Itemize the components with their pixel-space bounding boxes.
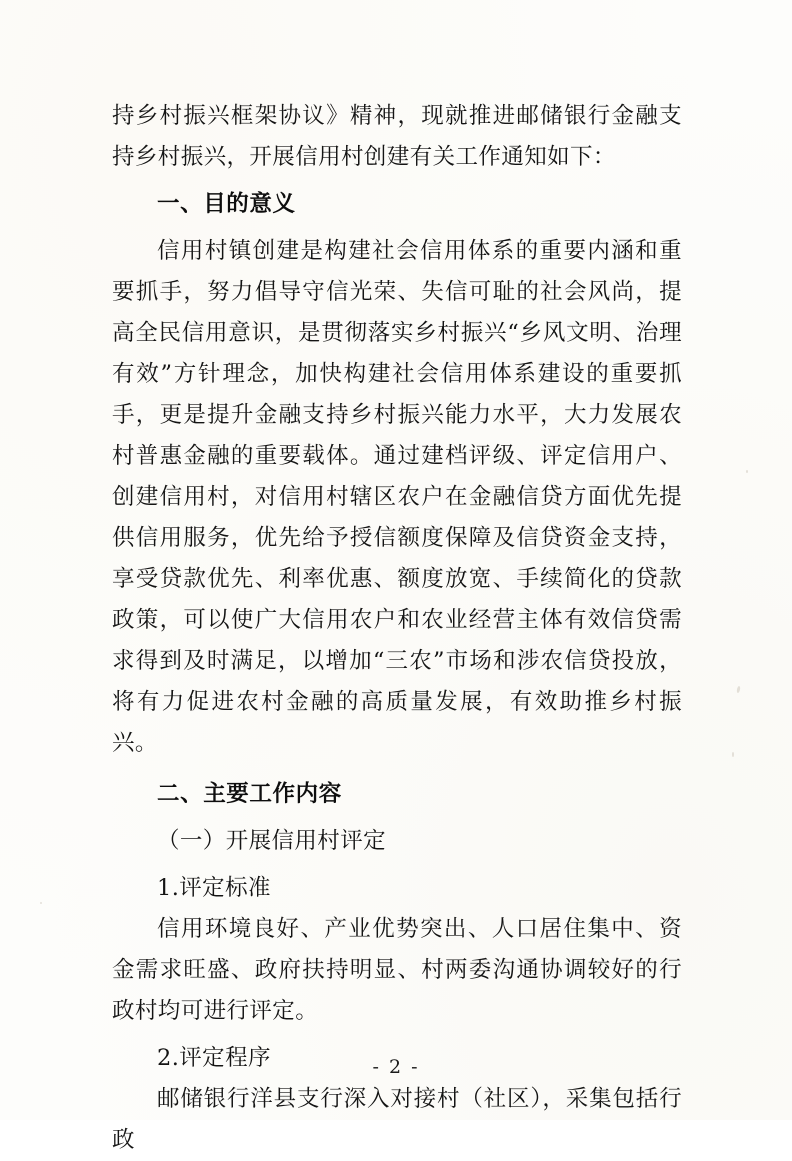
subsection-heading-evaluation: （一）开展信用村评定	[157, 828, 387, 854]
paragraph-procedure-body: 邮储银行洋县支行深入对接村（社区），采集包括行政	[112, 1086, 682, 1153]
subsection-heading-criteria: 1.评定标准	[157, 875, 271, 901]
page-number: - 2 -	[372, 1056, 420, 1078]
section-heading-purpose: 一、目的意义	[157, 191, 296, 217]
scan-speckle	[746, 470, 748, 473]
paragraph-continuation: 持乡村振兴框架协议》精神，现就推进邮储银行金融支持乡村振兴，开展信用村创建有关工作通知如下：	[112, 103, 682, 170]
paragraph-criteria-body: 信用环境良好、产业优势突出、人口居住集中、资金需求旺盛、政府扶持明显、村两委沟通协调较好的行政村均可进行评定。	[112, 916, 682, 1024]
subsection-heading-procedure: 2.评定程序	[157, 1045, 271, 1071]
scan-speckle	[732, 752, 734, 757]
paragraph-purpose-body: 信用村镇创建是构建社会信用体系的重要内涵和重要抓手，努力倡导守信光荣、失信可耻的社会风尚，提高全民信用意识，是贯彻落实乡村振兴“乡风文明、治理有效”方针理念，加快构建社会信用体系建设的重要抓手，更是提升金融支持乡村振兴能力水平，大力发展农村普惠金融的重要载体。通过建档评级、评定信用户、创建信用村，对信用村辖区农户在金融信贷方面优先提供信用服务，优先给予授信额度保障及信贷资金支持，享受贷款优先、利率优惠、额度放宽、手续简化的贷款政策，可以使广大信用农户和农业经营主体有效信贷需求得到及时满足，以增加“三农”市场和涉农信贷投放，将有力促进农村金融的高质量发展，有效助推乡村振兴。	[112, 238, 682, 756]
scan-speckle	[40, 902, 42, 904]
document-body	[112, 96, 682, 1161]
scan-speckle	[736, 686, 740, 693]
spacer	[112, 764, 682, 774]
section-heading-main-work: 二、主要工作内容	[157, 781, 342, 807]
